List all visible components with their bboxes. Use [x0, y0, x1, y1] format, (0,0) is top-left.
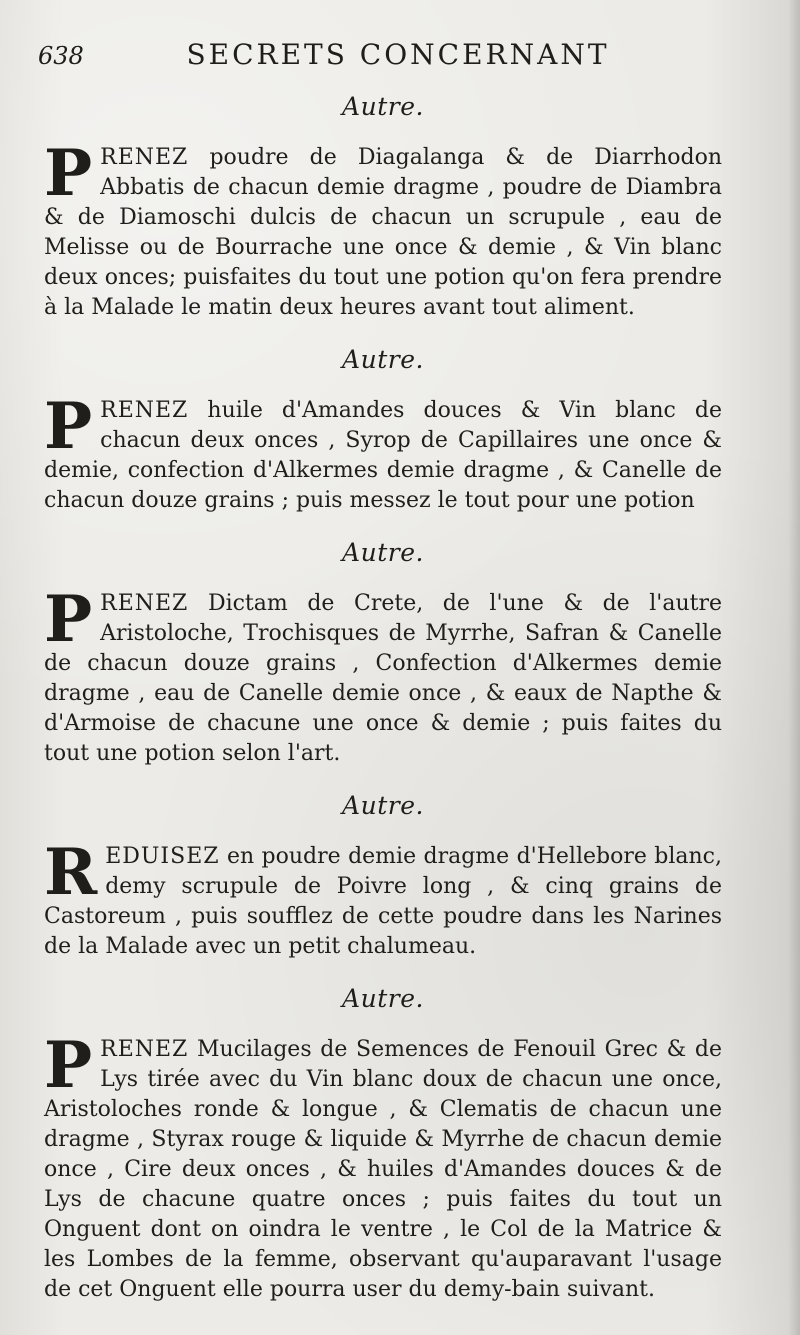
- recipe-paragraph: [44, 582, 722, 769]
- recipe-paragraph: [44, 136, 722, 323]
- recipe-text: poudre de Diagalanga & de Diarrhodon Abbatis de chacun demie dragme , poudre de Diambra & de Diamoschi dulcis de chacun un scrupule , eau de Melisse ou de Bourrache une once & demie , & Vin blanc deux onces; puisfaites du tout une potion qu'on fera prendre à la Malade le matin deux heures avant tout aliment.: [44, 145, 722, 320]
- lead-word: RENEZ: [100, 591, 189, 616]
- recipe-text: en poudre demie dragme d'Hellebore blanc, demy scrupule de Poivre long , & cinq grains de Castoreum , puis soufflez de cette poudre dans les Narines de la Malade avec un petit chalumeau.: [44, 844, 722, 959]
- recipe-text: huile d'Amandes douces & Vin blanc de chacun deux onces , Syrop de Capillaires une once & demie, confection d'Alkermes demie dragme , & Canelle de chacun douze grains ; puis messez le tout pour une potion: [44, 398, 722, 513]
- lead-word: RENEZ: [100, 1037, 189, 1062]
- running-head: SECRETS CONCERNANT: [186, 38, 610, 71]
- lead-word: RENEZ: [100, 398, 189, 423]
- recipe-paragraph: [44, 835, 722, 962]
- recipe-text: Dictam de Crete, de l'une & de l'autre Aristoloche, Trochisques de Myrrhe, Safran & Canelle de chacun douze grains , Confection d'Alkermes demie dragme , eau de Canelle demie once , & eaux de Napthe & d'Armoise de chacune une once & demie ; puis faites du tout une potion selon l'art.: [44, 591, 722, 766]
- recipe-section-3: [44, 538, 722, 769]
- section-title: Autre.: [342, 345, 424, 374]
- drop-cap: P: [44, 136, 93, 211]
- recipe-paragraph: [44, 1028, 722, 1305]
- recipe-section-4: [44, 791, 722, 962]
- recipe-section-2: [44, 345, 722, 516]
- section-title: Autre.: [342, 538, 424, 567]
- page-number: 638: [38, 42, 84, 70]
- drop-cap: P: [44, 389, 93, 464]
- recipe-section-5: [44, 984, 722, 1305]
- lead-word: RENEZ: [100, 145, 189, 170]
- recipe-text: Mucilages de Semences de Fenouil Grec & de Lys tirée avec du Vin blanc doux de chacun une once, Aristoloches ronde & longue , & Clematis de chacun une dragme , Styrax rouge & liquide & Myrrhe de chacun demie once , Cire deux onces , & huiles d'Amandes douces & de Lys de chacune quatre onces ; puis faites du tout un Onguent dont on oindra le ventre , le Col de la Matrice & les Lombes de la femme, observant qu'auparavant l'usage de cet Onguent elle pourra user du demy-bain suivant.: [44, 1037, 722, 1302]
- drop-cap: P: [44, 582, 93, 657]
- drop-cap: R: [44, 835, 98, 910]
- section-title: Autre.: [342, 92, 424, 121]
- drop-cap: P: [44, 1028, 93, 1103]
- recipe-paragraph: [44, 389, 722, 516]
- page-header: [38, 38, 758, 78]
- section-title: Autre.: [342, 984, 424, 1013]
- lead-word: EDUISEZ: [105, 844, 220, 869]
- page-content: [44, 92, 722, 1327]
- section-title: Autre.: [342, 791, 424, 820]
- recipe-section-1: [44, 92, 722, 323]
- page-edge-shadow: [788, 0, 800, 1335]
